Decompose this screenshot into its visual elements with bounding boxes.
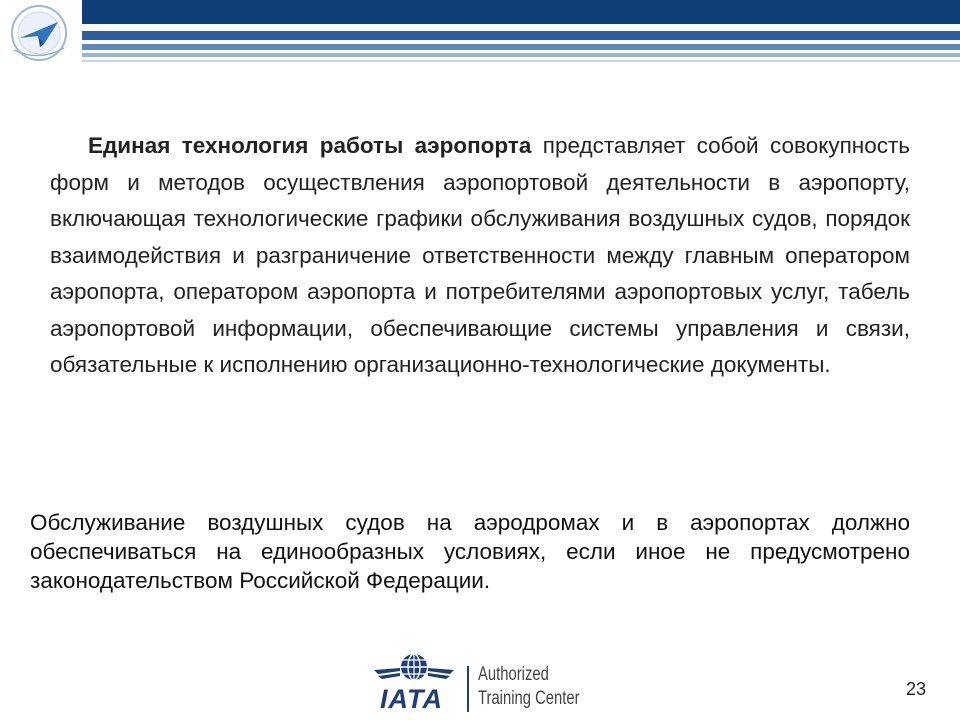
header-band-mid <box>82 31 960 40</box>
definition-paragraph <box>50 128 910 384</box>
definition-term: Единая технология работы аэропорта <box>88 133 532 158</box>
airline-logo <box>0 0 82 66</box>
iata-wordmark: IATA <box>380 684 443 714</box>
definition-text: представляет собой совокупность форм и методов осуществления аэропортовой деятельности в аэропорту, включающая технологические графики обслуживания воздушных судов, порядок взаимодействия и разграничение ответственности между главным оператором аэропорта, оператором аэропорта и потребителями аэропортовых услуг, табель аэропортовой информации, обеспечивающие системы управления и связи, обязательные к исполнению организационно-технологические документы. <box>50 133 910 377</box>
service-paragraph: Обслуживание воздушных судов на аэродромах и в аэропортах должно обеспечиваться на единообразных условиях, если иное не предусмотрено законодательством Российской Федерации. <box>30 510 910 593</box>
authorized-label: Authorized <box>478 664 549 685</box>
page-number: 23 <box>905 679 926 699</box>
logo-divider <box>467 666 469 712</box>
training-center-label: Training Center <box>478 688 580 709</box>
header-gap <box>82 24 960 31</box>
header-banner <box>0 0 960 66</box>
header-band-lightest <box>82 60 960 62</box>
iata-training-center-logo <box>372 650 580 714</box>
airplane-emblem-icon <box>4 2 74 64</box>
header-band-dark <box>82 0 960 24</box>
